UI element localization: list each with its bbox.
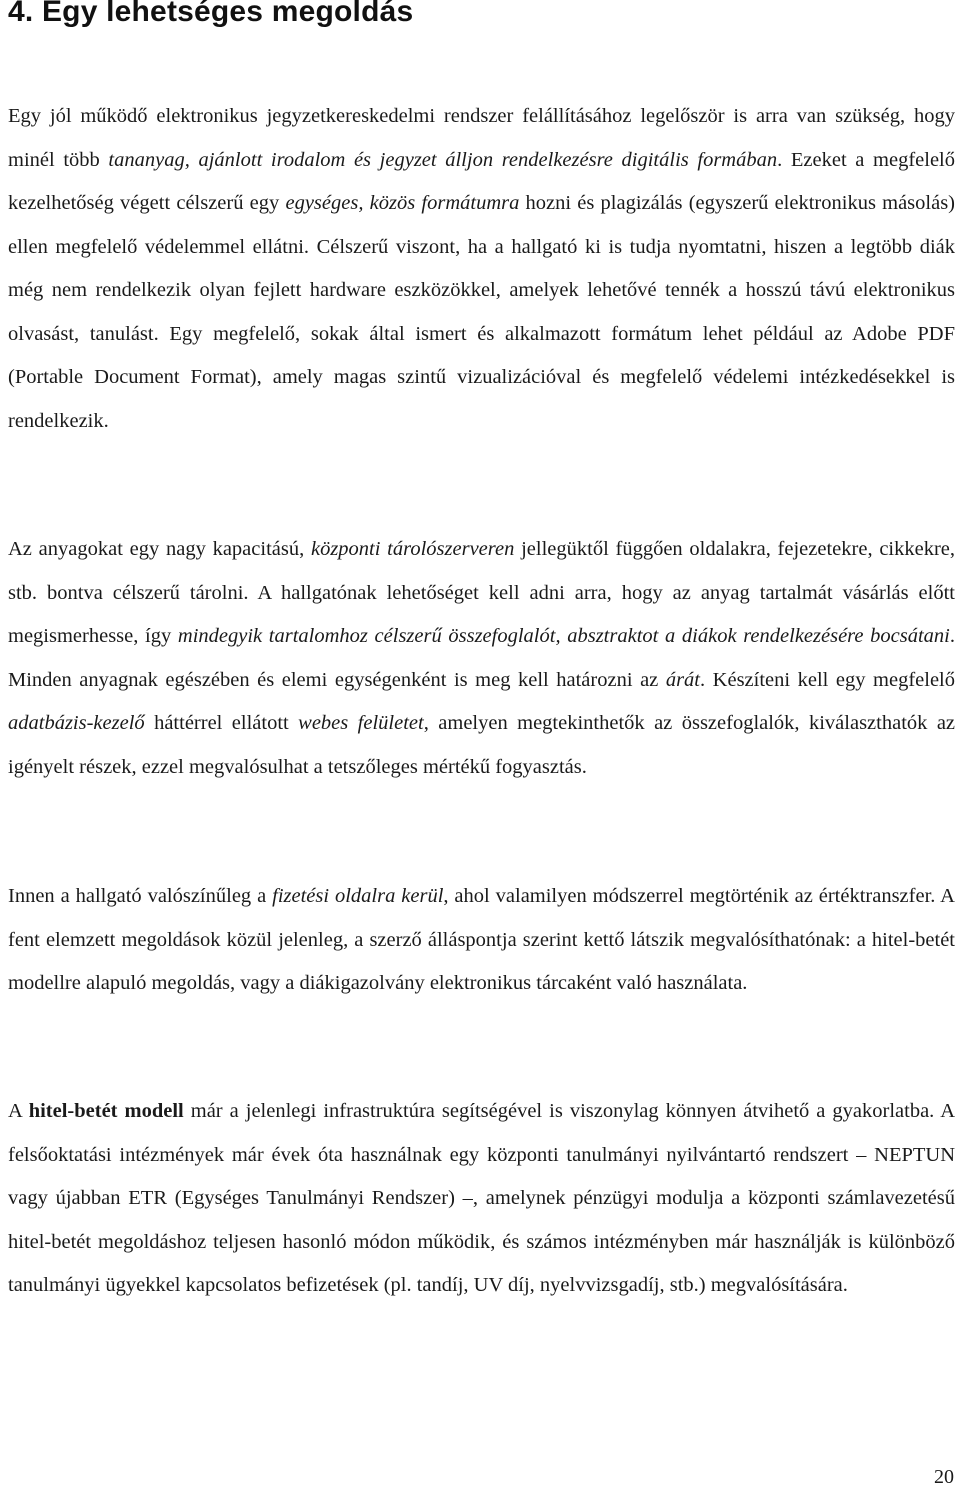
italic-text: adatbázis-kezelő	[8, 712, 145, 734]
text-span: Innen a hallgató valószínűleg a	[8, 885, 273, 907]
text-span: . Minden anyagnak egészében és elemi egységenként is meg kell határozni az	[8, 625, 955, 691]
paragraph-4	[8, 1090, 955, 1308]
italic-text: árát	[665, 668, 700, 691]
text-span: Egy jól működő elektronikus jegyzetkereskedelmi rendszer felállításához legelőször is arra van szükség, hogy minél több	[8, 105, 955, 171]
text-span: jellegüktől függően oldalakra, fejezetekre, cikkekre, stb. bontva célszerű tárolni. A hallgatónak lehetőséget kell adni arra, hogy az anyag tartalmát vásárlás előtt megismerhesse, így	[8, 538, 956, 647]
text-span: . Ezeket a megfelelő kezelhetőség végett célszerű egy	[8, 148, 955, 214]
section-heading: 4. Egy lehetséges megoldás	[8, 0, 414, 28]
italic-text: egységes, közös formátumra	[285, 192, 520, 214]
text-span: már a jelenlegi infrastruktúra segítségével is viszonylag könnyen átvihető a gyakorlatba. A felsőoktatási intézmények már évek óta használnak egy központi tanulmányi nyilvántartó rendszert – NEPTUN vagy újabban ETR (Egységes Tanulmányi Rendszer) –, amelynek pénzügyi modulja a központi számlavezetésű hitel-betét megoldáshoz teljesen hasonló módon működik, és számos intézményben már használják is különböző tanulmányi ügyekkel kapcsolatos befizetések (pl. tandíj, UV díj, nyelvvizsgadíj, stb.) megvalósítására.	[8, 1100, 955, 1296]
text-span: A	[8, 1100, 29, 1122]
italic-text: tananyag, ajánlott irodalom és jegyzet álljon rendelkezésre digitális formában	[108, 148, 778, 171]
italic-text: fizetési oldalra kerül	[272, 885, 444, 907]
italic-text: központi tárolószerveren	[310, 538, 515, 560]
paragraph-3	[8, 875, 955, 1006]
text-span: hozni és plagizálás (egyszerű elektronikus másolás) ellen megfelelő védelemmel ellátni. Célszerű viszont, ha a hallgató ki is tudja nyomtatni, hiszen a legtöbb diák még nem rendelkezik olyan fejlett hardware eszközökkel, amelyek lehetővé tennék a hosszú távú elektronikus olvasást, tanulást. Egy megfelelő, sokak által ismert és alkalmazott formátum lehet például az Adobe PDF (Portable Document Format), amely magas szintű vizualizációval és megfelelő védelemi intézkedésekkel is rendelkezik.	[8, 192, 955, 432]
text-span: Az anyagokat egy nagy kapacitású,	[8, 538, 311, 560]
paragraph-2	[8, 528, 955, 789]
paragraph-1	[8, 95, 955, 443]
page-number: 20	[934, 1466, 954, 1488]
text-span: háttérrel ellátott	[144, 712, 299, 734]
text-span: , amelyen megtekinthetők az összefoglalók, kiválaszthatók az igényelt részek, ezzel megvalósulhat a tetszőleges mértékű fogyasztás.	[8, 712, 956, 778]
text-span: , ahol valamilyen módszerrel megtörténik az értéktranszfer. A fent elemzett megoldások közül jelenleg, a szerző álláspontja szerint kettő látszik megvalósíthatónak: a hitel-betét modellre alapuló megoldás, vagy a diákigazolvány elektronikus tárcaként való használata.	[8, 885, 955, 994]
italic-text: mindegyik tartalomhoz célszerű összefoglalót, absztraktot a diákok rendelkezésére bocsátani	[177, 625, 950, 647]
text-span: . Készíteni kell egy megfelelő	[700, 668, 955, 691]
bold-text: hitel-betét modell	[28, 1100, 184, 1122]
italic-text: webes felületet	[298, 712, 424, 734]
